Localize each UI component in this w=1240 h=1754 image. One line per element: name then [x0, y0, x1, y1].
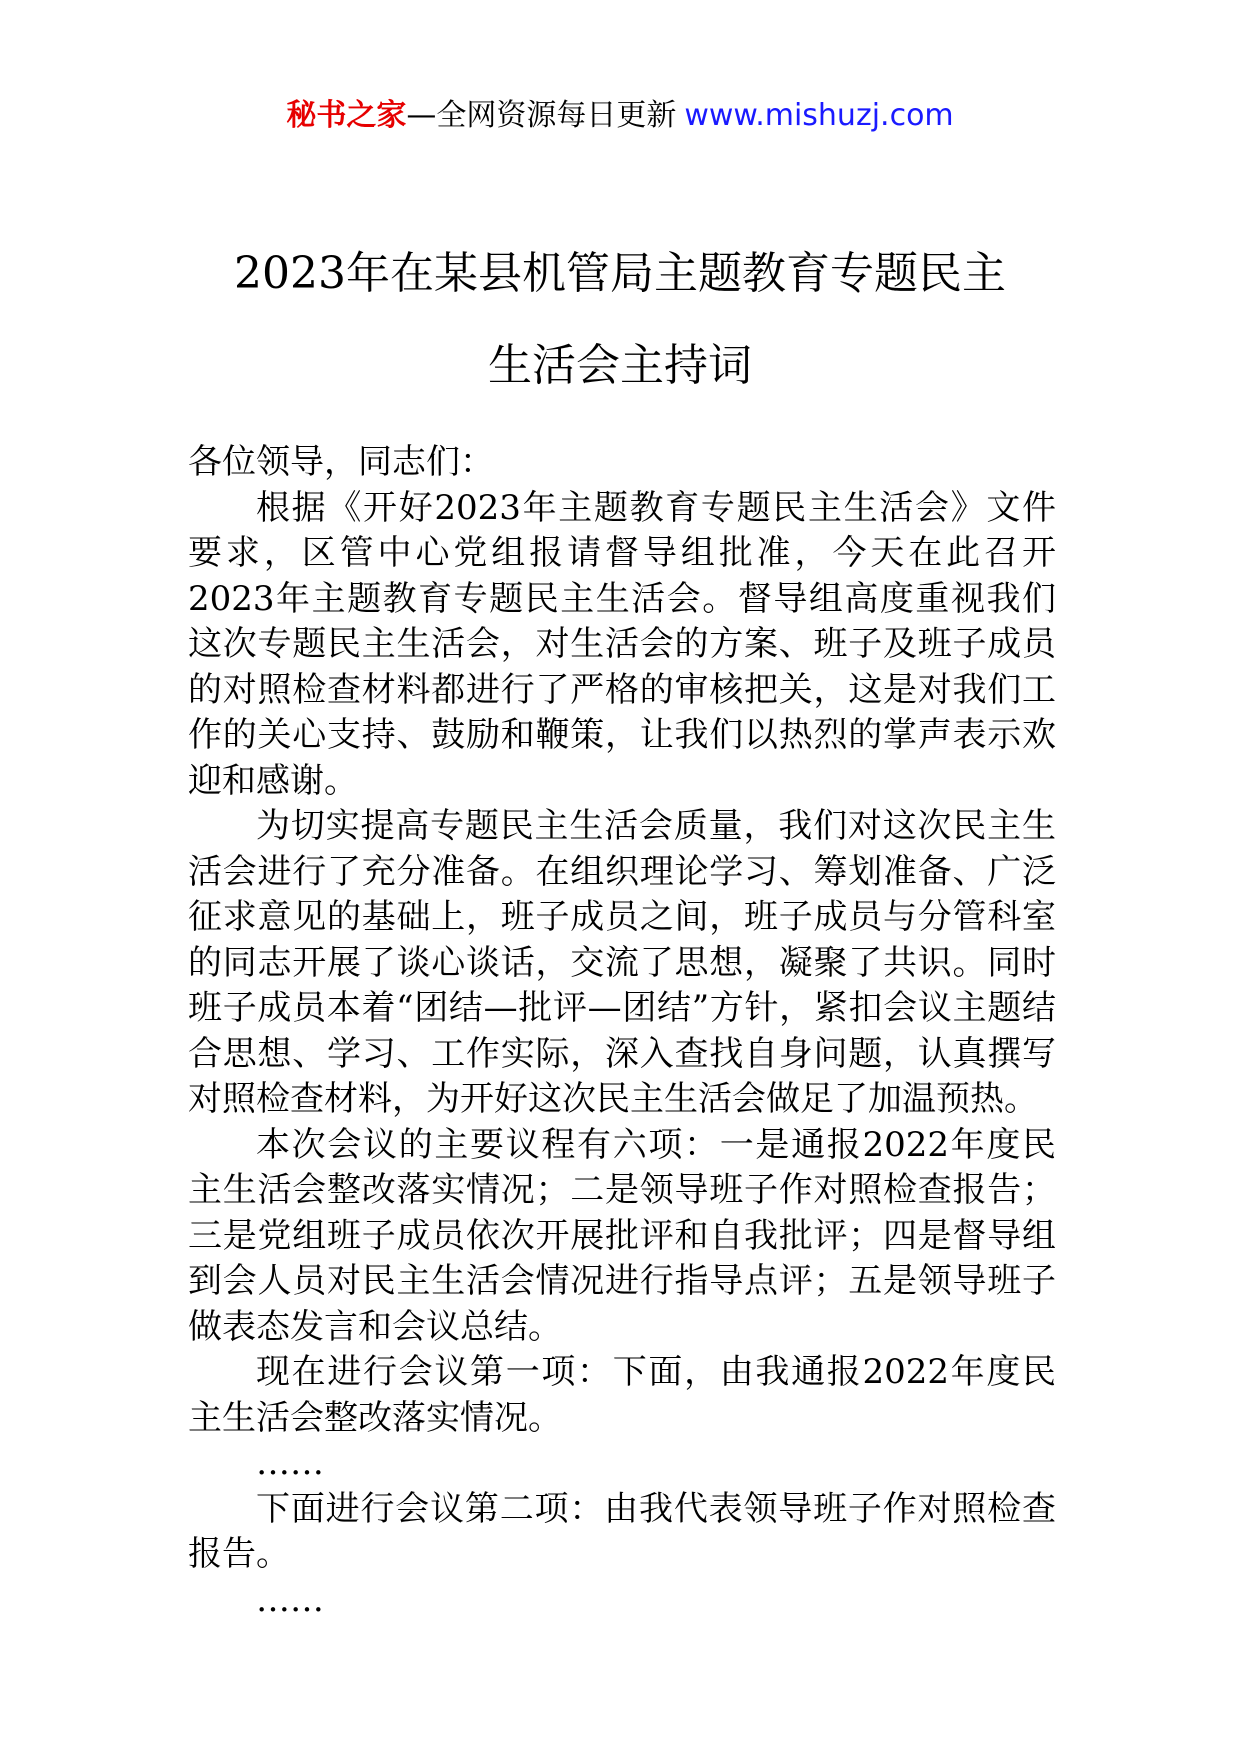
document-body [188, 440, 1056, 1623]
site-slogan: —全网资源每日更新 [406, 98, 677, 133]
ellipsis-2: …… [256, 1579, 324, 1620]
paragraph-4: 现在进行会议第一项：下面，由我通报2022年度民主生活会整改落实情况。 [188, 1352, 1056, 1438]
title-line-2: 生活会主持词 [488, 340, 752, 391]
paragraph-1: 根据《开好2023年主题教育专题民主生活会》文件要求，区管中心党组报请督导组批准，今天在此召开2023年主题教育专题民主生活会。督导组高度重视我们这次专题民主生活会，对生活会的方案、班子及班子成员的对照检查材料都进行了严格的审核把关，这是对我们工作的关心支持、鼓励和鞭策，让我们以热烈的掌声表示欢迎和感谢。 [188, 487, 1056, 801]
paragraph-3: 本次会议的主要议程有六项：一是通报2022年度民主生活会整改落实情况；二是领导班子作对照检查报告；三是党组班子成员依次开展批评和自我批评；四是督导组到会人员对民主生活会情况进行指导点评；五是领导班子做表态发言和会议总结。 [188, 1124, 1056, 1347]
site-url-link[interactable]: www.mishuzj.com [684, 98, 954, 133]
document-title [170, 228, 1070, 412]
paragraph-2: 为切实提高专题民主生活会质量，我们对这次民主生活会进行了充分准备。在组织理论学习、筹划准备、广泛征求意见的基础上，班子成员之间，班子成员与分管科室的同志开展了谈心谈话，交流了思想，凝聚了共识。同时班子成员本着“团结—批评—团结”方针，紧扣会议主题结合思想、学习、工作实际，深入查找自身问题，认真撰写对照检查材料，为开好这次民主生活会做足了加温预热。 [188, 806, 1056, 1119]
title-line-1: 2023年在某县机管局主题教育专题民主 [234, 248, 1006, 299]
site-brand: 秘书之家 [286, 98, 407, 133]
salutation: 各位领导，同志们： [188, 442, 494, 482]
paragraph-5: 下面进行会议第二项：由我代表领导班子作对照检查报告。 [188, 1488, 1056, 1574]
ellipsis-1: …… [256, 1443, 324, 1483]
site-header [0, 96, 1240, 136]
